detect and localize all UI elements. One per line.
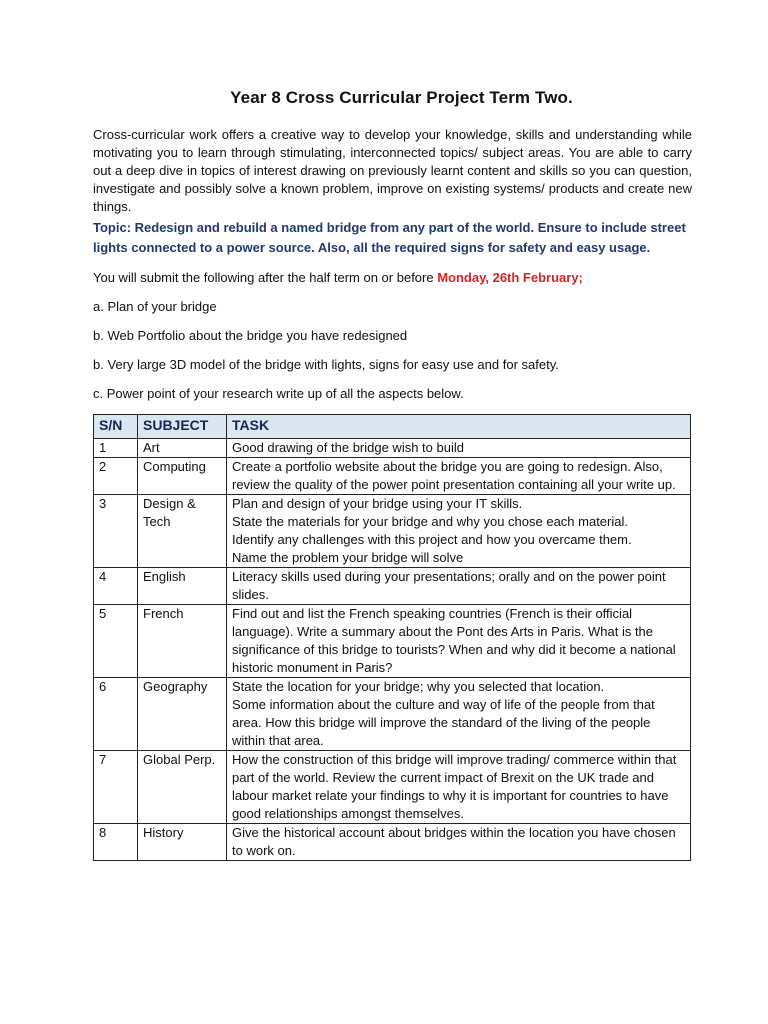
table-row (94, 568, 691, 605)
table-row (94, 824, 691, 861)
table-row (94, 678, 691, 751)
cell-subject: Design & Tech (138, 495, 227, 568)
cell-sn: 3 (94, 495, 138, 568)
table-header-row (94, 415, 691, 439)
cell-sn: 5 (94, 605, 138, 678)
submission-line (93, 269, 692, 287)
cell-task: Literacy skills used during your presentations; orally and on the power point slides. (227, 568, 691, 605)
task-line: Plan and design of your bridge using your IT skills. (232, 496, 523, 511)
cell-task (227, 495, 691, 568)
deliverable-item: a. Plan of your bridge (93, 299, 217, 314)
cell-task: Good drawing of the bridge wish to build (227, 439, 691, 458)
header-task: TASK (227, 415, 691, 439)
cell-subject: Computing (138, 458, 227, 495)
cell-task: How the construction of this bridge will improve trading/ commerce within that part of the world. Review the current impact of Brexit on the UK trade and labour market relate your findings to why it is important for countries to have good relationships amongst themselves. (227, 751, 691, 824)
cell-subject: Geography (138, 678, 227, 751)
cell-task (227, 678, 691, 751)
cell-subject: Art (138, 439, 227, 458)
cell-sn: 8 (94, 824, 138, 861)
intro-paragraph: Cross-curricular work offers a creative way to develop your knowledge, skills and understanding while motivating you to learn through stimulating, interconnected topics/ subject areas. You are able to carry out a deep dive in topics of interest drawing on previously learnt content and skills so you can question, investigate and possibly solve a known problem, improve on existing systems/ products and create new things. (93, 127, 692, 214)
cell-task: Find out and list the French speaking countries (French is their official language). Write a summary about the Pont des Arts in Paris. What is the significance of this bridge to tourists? When and why did it become a national historic monument in Paris? (227, 605, 691, 678)
cell-task: Create a portfolio website about the bridge you are going to redesign. Also, review the quality of the power point presentation containing all your write up. (227, 458, 691, 495)
task-line: State the location for your bridge; why you selected that location. (232, 679, 605, 694)
deadline-date: Monday, 26th February; (437, 270, 583, 285)
deliverable-item: b. Very large 3D model of the bridge with lights, signs for easy use and for safety. (93, 357, 559, 372)
table-row (94, 495, 691, 568)
subject-task-table (93, 414, 691, 861)
task-line: Some information about the culture and way of life of the people from that area. How this bridge will improve the standard of the living of the people within that area. (232, 697, 655, 748)
table-row (94, 605, 691, 678)
page-title: Year 8 Cross Curricular Project Term Two. (230, 88, 573, 107)
header-subject: SUBJECT (138, 415, 227, 439)
cell-subject: French (138, 605, 227, 678)
cell-sn: 1 (94, 439, 138, 458)
topic-statement: Topic: Redesign and rebuild a named bridge from any part of the world. Ensure to include street lights connected to a power source. Also, all the required signs for safety and easy usage. (93, 220, 686, 255)
deliverable-item: c. Power point of your research write up of all the aspects below. (93, 386, 464, 401)
table-body (94, 439, 691, 861)
table-row (94, 439, 691, 458)
cell-sn: 2 (94, 458, 138, 495)
cell-task: Give the historical account about bridges within the location you have chosen to work on. (227, 824, 691, 861)
header-sn: S/N (94, 415, 138, 439)
cell-sn: 6 (94, 678, 138, 751)
task-line: Identify any challenges with this project and how you overcame them. (232, 532, 632, 547)
table-row (94, 751, 691, 824)
task-line: State the materials for your bridge and why you chose each material. (232, 514, 628, 529)
cell-subject: History (138, 824, 227, 861)
cell-sn: 4 (94, 568, 138, 605)
cell-subject: Global Perp. (138, 751, 227, 824)
table-row (94, 458, 691, 495)
cell-subject: English (138, 568, 227, 605)
deliverable-item: b. Web Portfolio about the bridge you have redesigned (93, 328, 408, 343)
submission-text: You will submit the following after the half term on or before (93, 270, 434, 285)
task-line: Name the problem your bridge will solve (232, 550, 464, 565)
cell-sn: 7 (94, 751, 138, 824)
